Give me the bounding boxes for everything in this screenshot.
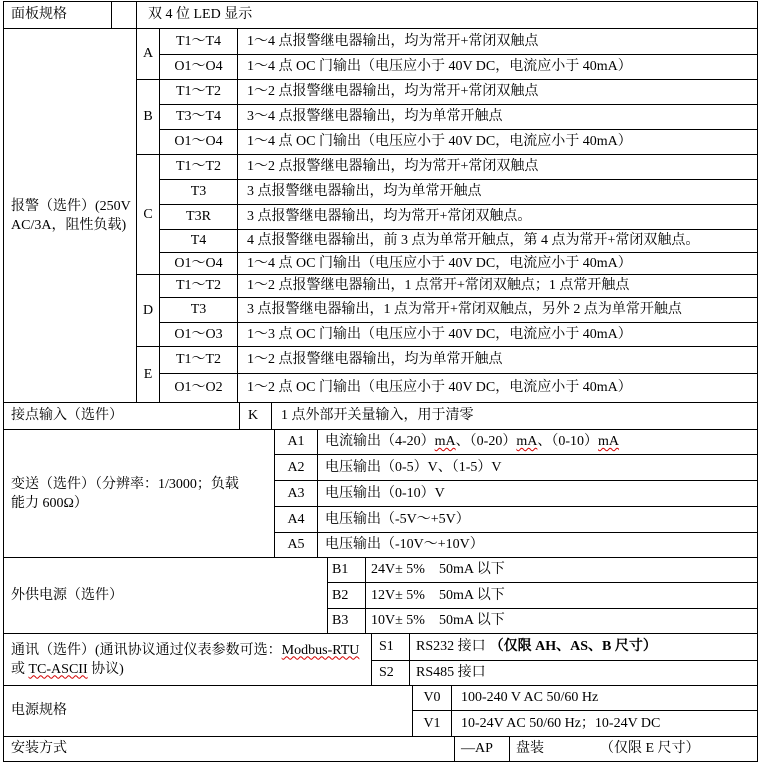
communication-section bbox=[4, 634, 758, 686]
alarm-desc-cell: 1～2 点报警继电器输出，均为单常开触点 bbox=[238, 347, 758, 374]
contact-input-code: K bbox=[240, 403, 272, 430]
voltage-text: 12V± 5% bbox=[371, 587, 425, 603]
alarm-code-cell: O1～O4 bbox=[160, 253, 238, 275]
alarm-desc-cell: 3 点报警继电器输出，均为常开+常闭双触点。 bbox=[238, 205, 758, 230]
transmit-code-cell: A3 bbox=[275, 481, 318, 507]
transmit-desc-cell: 电压输出（-10V～+10V） bbox=[318, 533, 758, 558]
alarm-code-cell: T3～T4 bbox=[160, 105, 238, 130]
communication-desc-cell bbox=[410, 634, 758, 661]
communication-label-line bbox=[11, 641, 359, 660]
alarm-desc-cell: 3 点报警继电器输出，1 点为常开+常闭双触点，另外 2 点为单常开触点 bbox=[238, 298, 758, 323]
panel-label: 面板规格 bbox=[4, 2, 112, 29]
installation-code: —AP bbox=[455, 737, 510, 762]
transmit-desc-cell: 电压输出（0-10）V bbox=[318, 481, 758, 507]
label-text: 协议) bbox=[87, 661, 124, 677]
protocol-name: Modbus-RTU bbox=[281, 642, 360, 658]
alarm-desc-cell: 1～2 点 OC 门输出（电压应小于 40V DC，电流应小于 40mA） bbox=[238, 374, 758, 403]
size-note: （仅限 AH、AS、B 尺寸） bbox=[489, 639, 657, 654]
communication-label-cell bbox=[4, 634, 372, 686]
alarm-code-cell: T3 bbox=[160, 180, 238, 205]
mount-type-text: 盘装 bbox=[516, 741, 544, 756]
panel-value: 双 4 位 LED 显示 bbox=[137, 2, 758, 29]
communication-desc-cell: RS485 接口 bbox=[410, 661, 758, 686]
external-power-desc-cell bbox=[366, 609, 758, 634]
alarm-code-cell: T1～T2 bbox=[160, 155, 238, 180]
label-text: 通讯（选件）(通讯协议通过仪表参数可选： bbox=[11, 642, 282, 658]
unit-text: mA bbox=[434, 434, 456, 449]
alarm-desc-cell: 3～4 点报警继电器输出，均为单常开触点 bbox=[238, 105, 758, 130]
external-power-section bbox=[4, 558, 758, 634]
transmit-code-cell: A5 bbox=[275, 533, 318, 558]
unit-text: mA bbox=[516, 434, 538, 449]
external-power-code-cell: B3 bbox=[328, 609, 366, 634]
alarm-label-line: AC/3A，阻性负载) bbox=[11, 217, 127, 233]
alarm-code-cell: T1～T4 bbox=[160, 29, 238, 55]
external-power-desc-cell bbox=[366, 583, 758, 609]
voltage-text: 24V± 5% bbox=[371, 562, 425, 577]
power-supply-section bbox=[4, 686, 758, 737]
spec-table bbox=[3, 1, 758, 762]
transmit-label-line: 变送（选件）（分辨率：1/3000；负载 bbox=[11, 476, 239, 492]
size-note: （仅限 E 尺寸） bbox=[600, 741, 700, 756]
power-supply-desc-cell: 100-240 V AC 50/60 Hz bbox=[452, 686, 758, 711]
label-text: 或 bbox=[11, 661, 29, 677]
power-supply-desc-cell: 10-24V AC 50/60 Hz；10-24V DC bbox=[452, 711, 758, 737]
transmit-desc-cell bbox=[318, 430, 758, 455]
alarm-desc-cell: 1～4 点 OC 门输出（电压应小于 40V DC，电流应小于 40mA） bbox=[238, 253, 758, 275]
alarm-label-line: 报警（选件）(250V bbox=[11, 198, 131, 214]
communication-code-cell: S2 bbox=[372, 661, 410, 686]
power-supply-code-cell: V1 bbox=[413, 711, 452, 737]
power-supply-code-cell: V0 bbox=[413, 686, 452, 711]
external-power-code-cell: B2 bbox=[328, 583, 366, 609]
alarm-code-cell: O1～O4 bbox=[160, 130, 238, 155]
installation-section bbox=[4, 737, 758, 762]
contact-input-desc: 1 点外部开关量输入，用于清零 bbox=[272, 403, 758, 430]
alarm-desc-cell: 1～4 点报警继电器输出，均为常开+常闭双触点 bbox=[238, 29, 758, 55]
alarm-desc-cell: 1～2 点报警继电器输出，1 点常开+常闭双触点；1 点常开触点 bbox=[238, 275, 758, 298]
current-text: 50mA 以下 bbox=[438, 562, 505, 577]
panel-section bbox=[4, 2, 758, 29]
transmit-desc-cell: 电压输出（-5V～+5V） bbox=[318, 507, 758, 533]
contact-input-label: 接点输入（选件） bbox=[4, 403, 240, 430]
alarm-code-cell: T1～T2 bbox=[160, 275, 238, 298]
transmit-label-line: 能力 600Ω） bbox=[11, 495, 88, 511]
current-text: 50mA 以下 bbox=[438, 587, 505, 603]
panel-blank-cell bbox=[112, 2, 137, 29]
alarm-desc-cell: 1～2 点报警继电器输出，均为常开+常闭双触点 bbox=[238, 80, 758, 105]
desc-text: 电流输出（4-20） bbox=[325, 434, 435, 449]
alarm-group-d-letter: D bbox=[137, 275, 160, 347]
transmit-desc-cell: 电压输出（0-5）V、（1-5）V bbox=[318, 455, 758, 481]
installation-label: 安装方式 bbox=[4, 737, 455, 762]
desc-text: 、（0-20） bbox=[455, 434, 517, 449]
installation-desc-cell bbox=[510, 737, 758, 762]
power-supply-label: 电源规格 bbox=[4, 686, 413, 737]
alarm-code-cell: O1～O4 bbox=[160, 55, 238, 80]
interface-text: RS232 接口 bbox=[416, 639, 486, 654]
alarm-desc-cell: 1～2 点报警继电器输出，均为常开+常闭双触点 bbox=[238, 155, 758, 180]
current-text: 50mA 以下 bbox=[438, 613, 505, 628]
alarm-code-cell: T3 bbox=[160, 298, 238, 323]
alarm-group-a-letter: A bbox=[137, 29, 160, 80]
voltage-text: 10V± 5% bbox=[371, 613, 425, 628]
alarm-desc-cell: 3 点报警继电器输出，均为单常开触点 bbox=[238, 180, 758, 205]
alarm-desc-cell: 1～3 点 OC 门输出（电压应小于 40V DC，电流应小于 40mA） bbox=[238, 323, 758, 347]
communication-code-cell: S1 bbox=[372, 634, 410, 661]
alarm-group-c-letter: C bbox=[137, 155, 160, 275]
transmit-section bbox=[4, 430, 758, 558]
communication-label-line bbox=[11, 660, 124, 679]
alarm-section bbox=[4, 29, 758, 403]
alarm-code-cell: O1～O3 bbox=[160, 323, 238, 347]
alarm-code-cell: T4 bbox=[160, 230, 238, 253]
transmit-label-cell bbox=[4, 430, 275, 558]
unit-text: mA bbox=[598, 434, 620, 449]
alarm-group-e-letter: E bbox=[137, 347, 160, 403]
desc-text: 、（0-10） bbox=[537, 434, 599, 449]
protocol-name: TC-ASCII bbox=[28, 661, 88, 677]
external-power-desc-cell bbox=[366, 558, 758, 583]
alarm-label-cell bbox=[4, 29, 137, 403]
alarm-code-cell: T3R bbox=[160, 205, 238, 230]
alarm-desc-cell: 1～4 点 OC 门输出（电压应小于 40V DC，电流应小于 40mA） bbox=[238, 55, 758, 80]
transmit-code-cell: A4 bbox=[275, 507, 318, 533]
alarm-desc-cell: 1～4 点 OC 门输出（电压应小于 40V DC，电流应小于 40mA） bbox=[238, 130, 758, 155]
alarm-code-cell: T1～T2 bbox=[160, 347, 238, 374]
alarm-group-b-letter: B bbox=[137, 80, 160, 155]
external-power-label: 外供电源（选件） bbox=[4, 558, 328, 634]
transmit-code-cell: A1 bbox=[275, 430, 318, 455]
alarm-code-cell: O1～O2 bbox=[160, 374, 238, 403]
alarm-code-cell: T1～T2 bbox=[160, 80, 238, 105]
external-power-code-cell: B1 bbox=[328, 558, 366, 583]
contact-input-section bbox=[4, 403, 758, 430]
alarm-desc-cell: 4 点报警继电器输出，前 3 点为单常开触点，第 4 点为常开+常闭双触点。 bbox=[238, 230, 758, 253]
transmit-code-cell: A2 bbox=[275, 455, 318, 481]
